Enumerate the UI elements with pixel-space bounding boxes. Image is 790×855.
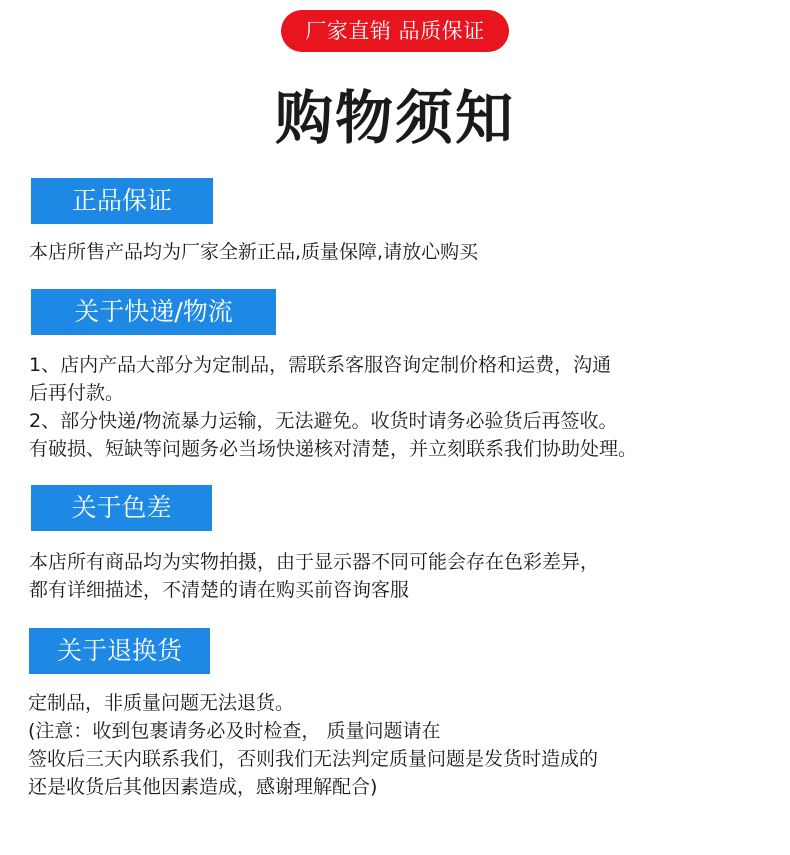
section-heading-shipping: 关于快递/物流 [31, 289, 276, 335]
section-body-color-difference [29, 548, 599, 604]
section-body-authentic [29, 238, 478, 266]
section-heading-color-difference: 关于色差 [31, 485, 212, 531]
page-title: 购物须知 [274, 84, 515, 152]
text-line: 有破损、短缺等问题务必当场快递核对清楚，并立刻联系我们协助处理。 [29, 438, 638, 460]
text-line: 本店所售产品均为厂家全新正品,质量保障,请放心购买 [29, 241, 479, 263]
text-line: 都有详细描述，不清楚的请在购买前咨询客服 [29, 579, 410, 601]
text-line: 还是收货后其他因素造成，感谢理解配合) [28, 776, 378, 798]
text-line: 签收后三天内联系我们，否则我们无法判定质量问题是发货时造成的 [28, 748, 599, 770]
section-heading-returns: 关于退换货 [29, 628, 210, 674]
section-heading-authentic: 正品保证 [31, 178, 213, 224]
text-line: 定制品，非质量问题无法退货。 [28, 692, 295, 714]
promo-badge: 厂家直销 品质保证 [281, 10, 509, 52]
text-line: 后再付款。 [29, 382, 125, 404]
text-line: 1、店内产品大部分为定制品，需联系客服咨询定制价格和运费，沟通 [29, 354, 612, 376]
text-line: (注意：收到包裹请务必及时检查， 质量问题请在 [28, 720, 441, 742]
section-body-returns [28, 689, 598, 801]
section-body-shipping [29, 351, 637, 463]
text-line: 本店所有商品均为实物拍摄，由于显示器不同可能会存在色彩差异， [29, 551, 600, 573]
text-line: 2、部分快递/物流暴力运输，无法避免。收货时请务必验货后再签收。 [29, 410, 618, 432]
